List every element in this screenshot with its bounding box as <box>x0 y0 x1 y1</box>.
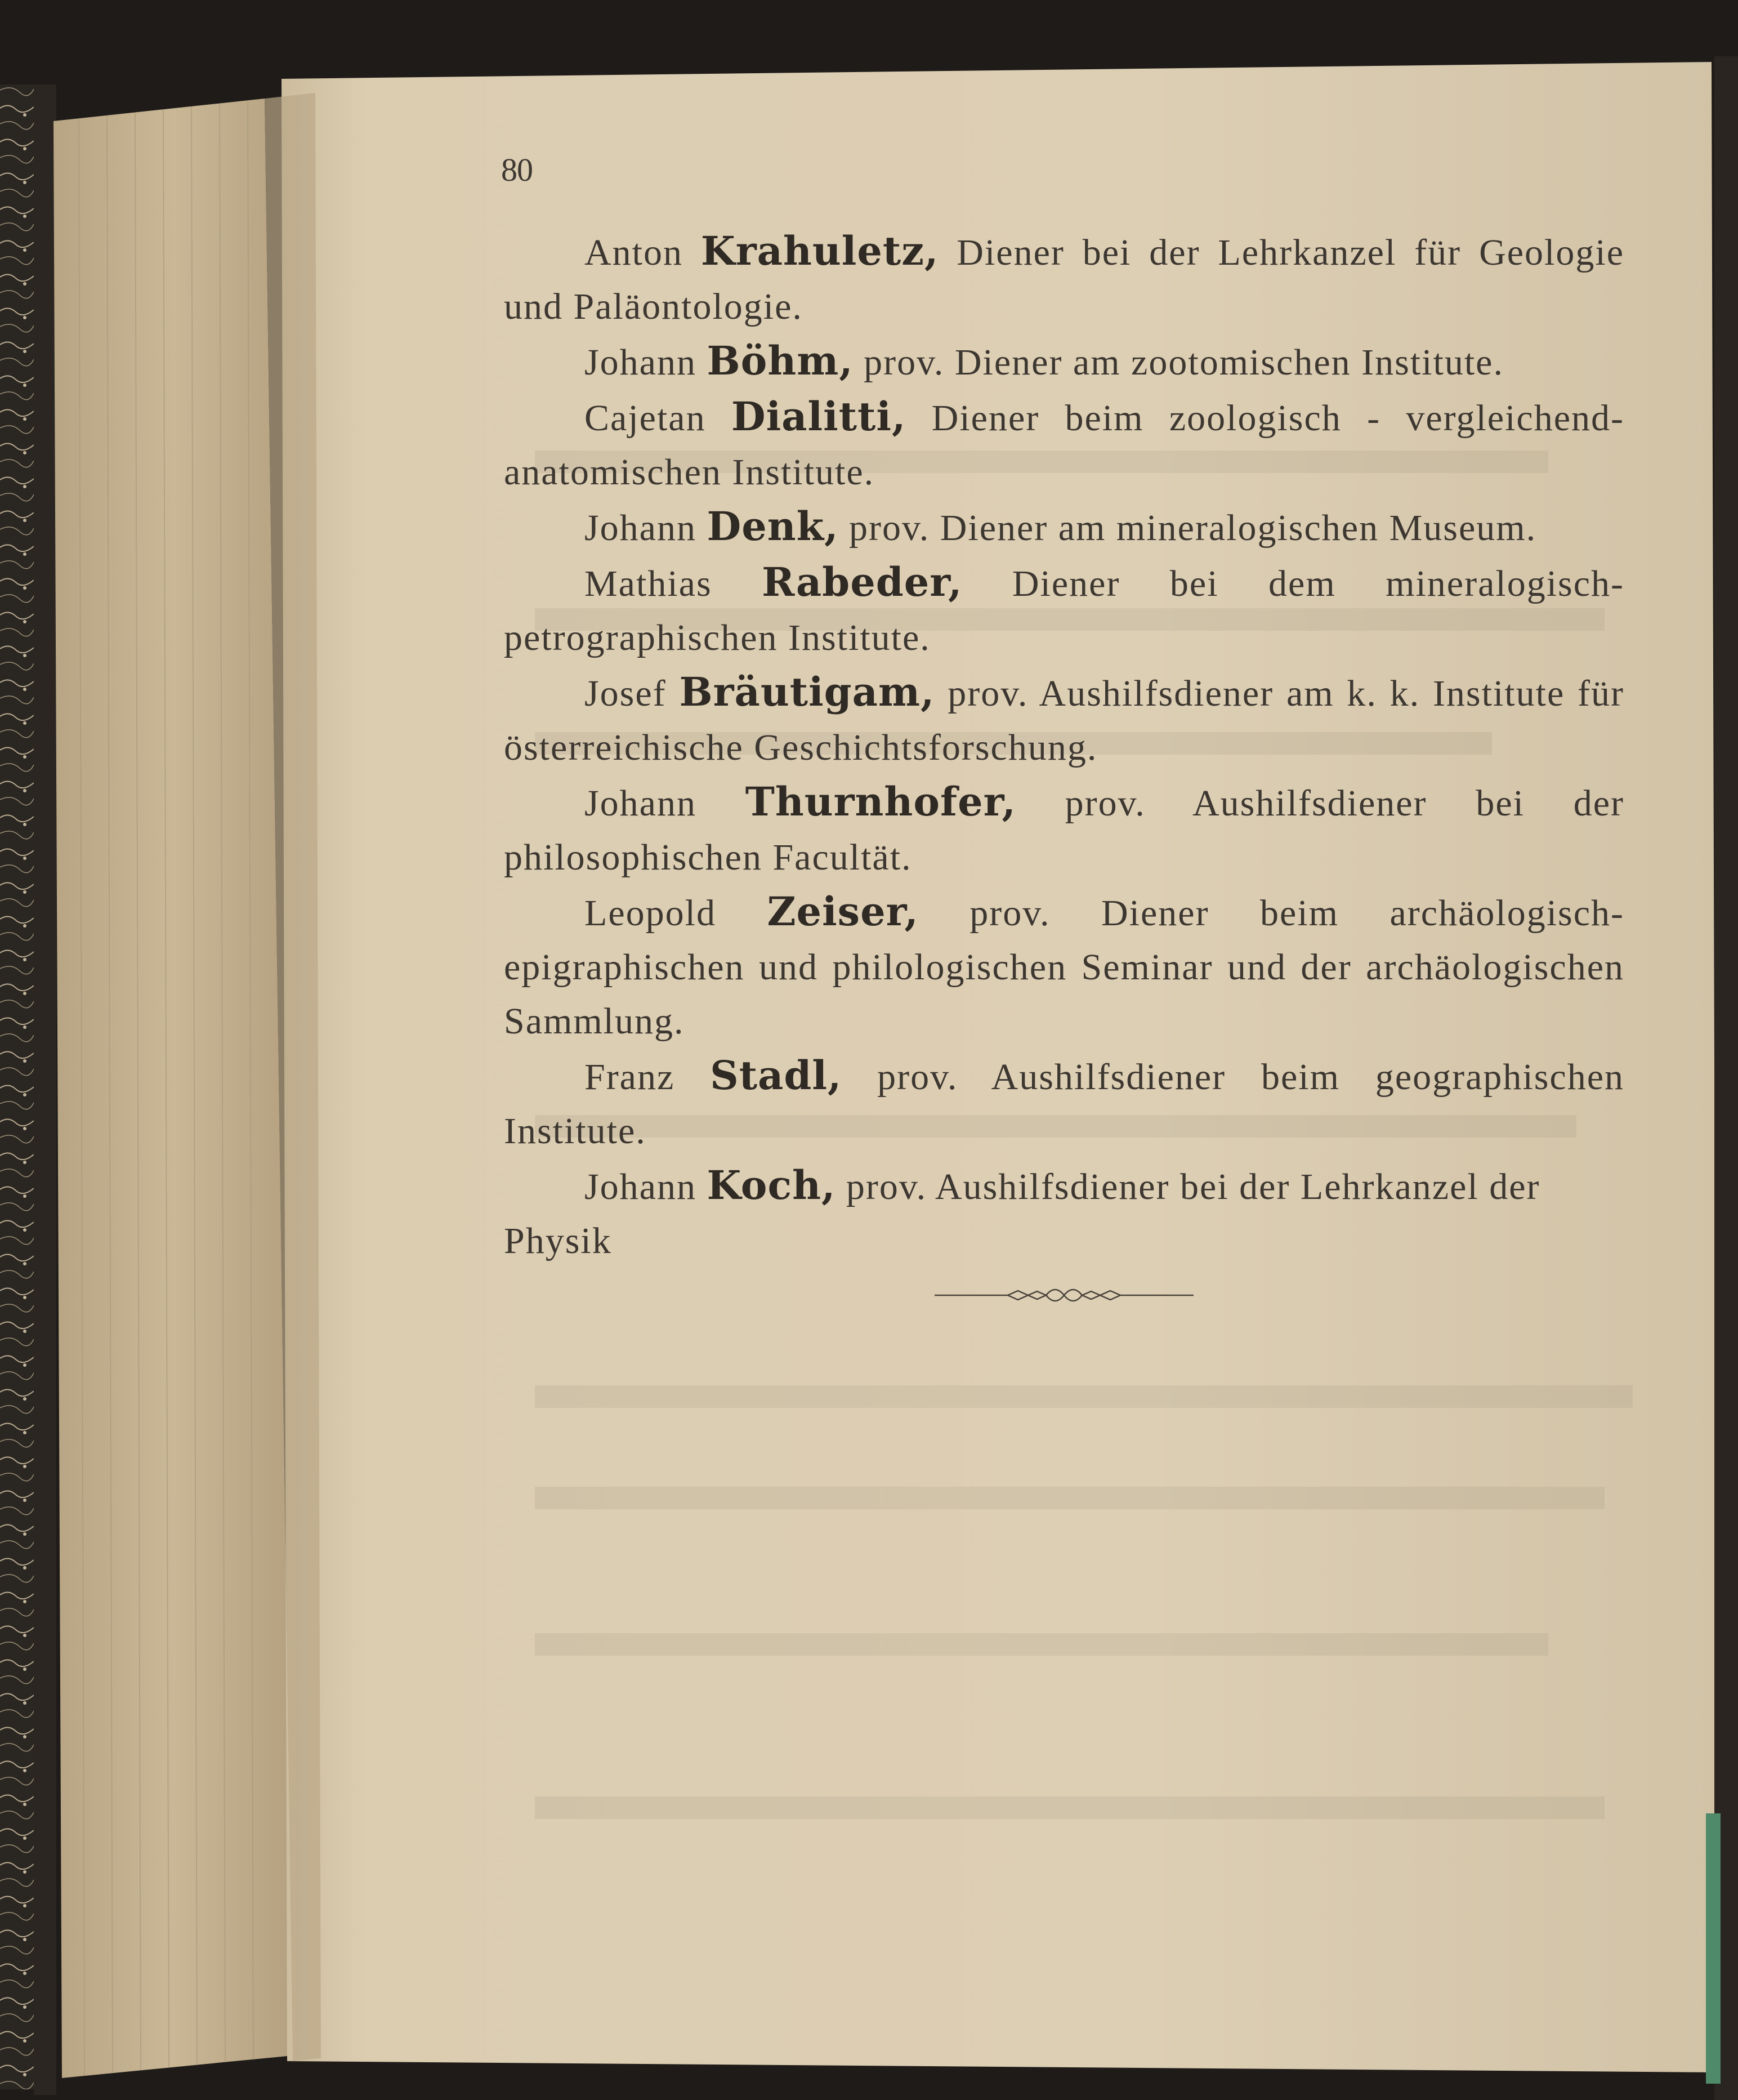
entry-text: prov. Diener am mineralogischen Museum. <box>838 507 1537 549</box>
list-item <box>504 775 1624 885</box>
entry-text: prov. Aushilfsdiener bei der Lehrkanzel der Physik <box>504 1166 1540 1261</box>
surname: Rabeder, <box>762 559 963 605</box>
surname: Zeiser, <box>767 888 919 935</box>
surname: Krahuletz, <box>700 228 939 274</box>
entry-text: prov. Aushilfsdiener bei der philosophischen Facultät. <box>504 783 1625 878</box>
page-number: 80 <box>501 151 533 188</box>
given-name: Johann <box>584 1166 696 1207</box>
given-name: Franz <box>584 1056 675 1098</box>
given-name: Leopold <box>584 893 716 934</box>
staff-list <box>504 224 1624 1268</box>
entry-text: prov. Diener beim archäologisch-epigraphischen und philologischen Seminar und der archäologischen Sammlung. <box>504 893 1625 1042</box>
entry-text: prov. Aushilfsdiener beim geographischen Institute. <box>504 1056 1624 1152</box>
list-item <box>504 885 1624 1049</box>
given-name: Anton <box>584 232 683 273</box>
entry-text: prov. Aushilfsdiener am k. k. Institute für österreichische Geschichtsforschung. <box>504 673 1625 768</box>
entry-text: Diener beim zoologisch - vergleichend-anatomischen Institute. <box>504 398 1624 493</box>
entry-text: Diener bei dem mineralogisch-petrographischen Institute. <box>504 563 1625 658</box>
list-item <box>504 334 1624 390</box>
surname: Koch, <box>707 1162 836 1209</box>
list-item <box>504 1158 1624 1268</box>
surname: Thurnhofer, <box>745 778 1016 825</box>
entry-text: prov. Diener am zootomischen Institute. <box>853 342 1504 383</box>
list-item <box>504 390 1624 500</box>
list-item <box>504 665 1624 775</box>
surname: Dialitti, <box>731 393 906 440</box>
surname: Bräutigam, <box>679 668 935 715</box>
surname: Böhm, <box>707 337 854 384</box>
given-name: Johann <box>584 342 696 383</box>
list-item <box>504 555 1624 665</box>
entry-text: Diener bei der Lehrkanzel für Geologie und Paläontologie. <box>504 232 1624 327</box>
given-name: Johann <box>584 783 696 824</box>
given-name: Johann <box>584 507 696 549</box>
given-name: Josef <box>584 673 667 714</box>
given-name: Mathias <box>584 563 712 604</box>
ornamental-divider-icon <box>935 1278 1194 1312</box>
list-item <box>504 1049 1624 1158</box>
surname: Stadl, <box>710 1052 842 1099</box>
list-item <box>504 224 1624 334</box>
surname: Denk, <box>707 503 839 550</box>
list-item <box>504 500 1624 555</box>
given-name: Cajetan <box>584 398 706 439</box>
